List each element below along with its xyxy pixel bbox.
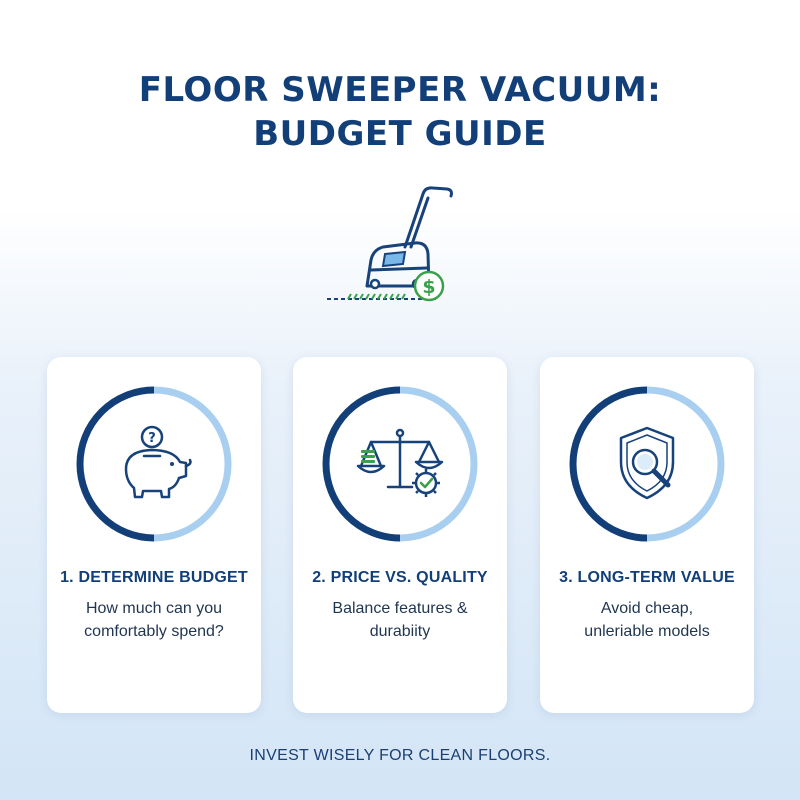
card-determine-budget — [47, 357, 261, 713]
balance-scale-gear-icon — [320, 384, 480, 544]
card-description-line-2: unleriable models — [584, 623, 710, 640]
card-description — [550, 597, 744, 643]
title-line-1: FLOOR SWEEPER VACUUM: — [138, 70, 662, 110]
card-description-line-1: How much can you — [85, 600, 223, 617]
card-description-line-1: Balance features & — [332, 600, 468, 617]
page-title — [0, 68, 800, 156]
card-description — [57, 597, 251, 643]
vacuum-with-dollar-icon — [325, 182, 475, 306]
dollar-sign: $ — [422, 276, 436, 298]
card-description-line-1: Avoid cheap, — [600, 600, 694, 617]
card-heading: 1. DETERMINE BUDGET — [60, 569, 248, 586]
question-mark: ? — [148, 431, 156, 446]
card-long-term-value — [540, 357, 754, 713]
shield-magnifier-icon — [567, 384, 727, 544]
card-heading: 3. LONG-TERM VALUE — [559, 569, 735, 586]
tagline: INVEST WISELY FOR CLEAN FLOORS. — [249, 747, 551, 764]
card-description-line-2: comfortably spend? — [84, 623, 224, 640]
card-price-vs-quality — [293, 357, 507, 713]
card-heading: 2. PRICE VS. QUALITY — [312, 569, 488, 586]
card-description-line-2: durabiity — [369, 623, 431, 640]
card-description — [303, 597, 497, 643]
title-line-2: BUDGET GUIDE — [253, 114, 547, 154]
piggy-bank-question-icon — [74, 384, 234, 544]
